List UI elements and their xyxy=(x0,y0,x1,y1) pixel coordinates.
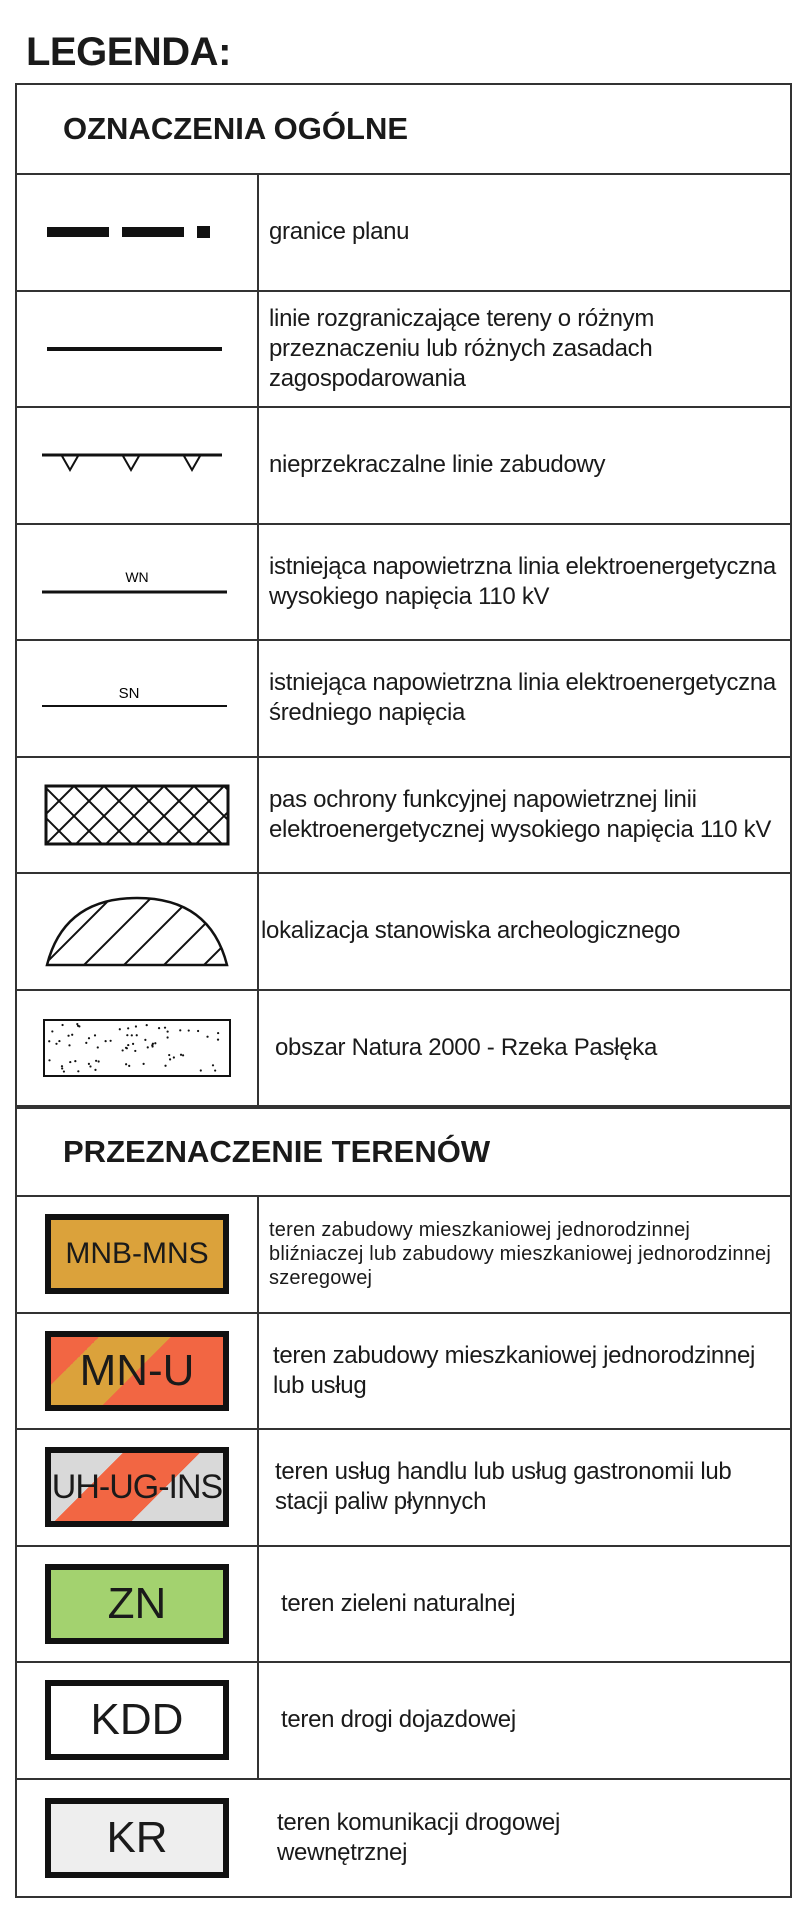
high-voltage-line-symbol xyxy=(17,525,259,640)
legend-row xyxy=(17,1780,790,1897)
dot-mark xyxy=(69,1061,71,1063)
dot-mark xyxy=(61,1067,63,1069)
dot-mark xyxy=(212,1064,214,1066)
legend-desc: istniejąca napowietrzna linia elektroenergetyczna średniego napięcia xyxy=(269,669,776,727)
zone-box-zn: ZN xyxy=(45,1564,229,1644)
legend-row xyxy=(17,1430,790,1547)
dot-mark xyxy=(119,1028,121,1030)
legend-row xyxy=(17,1663,790,1780)
dot-mark xyxy=(180,1053,182,1055)
dot-mark xyxy=(61,1065,63,1067)
dot-mark xyxy=(122,1049,124,1051)
dot-mark xyxy=(68,1044,70,1046)
dot-mark xyxy=(88,1063,90,1065)
dot-mark xyxy=(88,1037,90,1039)
dot-mark xyxy=(94,1069,96,1071)
dot-mark xyxy=(76,1023,78,1025)
legend-row xyxy=(17,1197,790,1314)
dot-mark xyxy=(164,1026,166,1028)
dot-mark xyxy=(146,1024,148,1026)
dot-mark xyxy=(125,1063,127,1065)
legend-row xyxy=(17,175,790,292)
natura-2000-symbol xyxy=(17,991,259,1106)
zone-box-kr: KR xyxy=(45,1798,229,1878)
dot-mark xyxy=(58,1040,60,1042)
dot-mark xyxy=(127,1027,129,1029)
dot-mark xyxy=(71,1033,73,1035)
sn-label: SN xyxy=(118,685,140,703)
dot-mark xyxy=(135,1025,137,1027)
dot-mark xyxy=(151,1045,153,1047)
zone-box-kdd: KDD xyxy=(45,1680,229,1760)
dot-mark xyxy=(179,1029,181,1031)
dot-mark xyxy=(173,1056,175,1058)
dot-mark xyxy=(77,1070,79,1072)
wn-label: WN xyxy=(125,568,149,585)
legend-desc: teren zabudowy mieszkaniowej jednorodzinnej lub usług xyxy=(273,1341,756,1399)
dot-mark xyxy=(67,1034,69,1036)
legend-desc: nieprzekraczalne linie zabudowy xyxy=(269,451,606,479)
zone-box-mnb-mns: MNB-MNS xyxy=(45,1214,229,1294)
dot-mark xyxy=(126,1034,128,1036)
boundary-line-symbol xyxy=(17,292,259,407)
dot-mark xyxy=(200,1069,202,1071)
dot-mark xyxy=(166,1036,168,1038)
legend-desc: istniejąca napowietrzna linia elektroenergetyczna wysokiego napięcia 110 kV xyxy=(269,552,776,610)
dot-mark xyxy=(147,1046,149,1048)
section-heading-general: OZNACZENIA OGÓLNE xyxy=(17,85,790,175)
legend-desc: teren drogi dojazdowej xyxy=(281,1706,516,1734)
dot-mark xyxy=(206,1035,208,1037)
legend-row xyxy=(17,525,790,642)
legend-row xyxy=(17,758,790,875)
dot-mark xyxy=(51,1030,53,1032)
dot-mark xyxy=(128,1065,130,1067)
dot-mark xyxy=(55,1042,57,1044)
dot-mark xyxy=(127,1044,129,1046)
legend-desc: teren zabudowy mieszkaniowej jednorodzinnej bliźniaczej lub zabudowy mieszkaniowej jednorodzinnej szeregowej xyxy=(269,1219,771,1290)
dot-mark xyxy=(74,1060,76,1062)
crosshatch-symbol xyxy=(17,758,259,873)
dot-mark xyxy=(169,1058,171,1060)
dot-mark xyxy=(48,1059,50,1061)
legend-desc: lokalizacja stanowiska archeologicznego xyxy=(261,917,681,945)
section-heading-land-use: PRZEZNACZENIE TERENÓW xyxy=(17,1107,790,1197)
legend-row xyxy=(17,408,790,525)
dot-mark xyxy=(97,1046,99,1048)
dot-mark xyxy=(164,1064,166,1066)
dot-mark xyxy=(89,1065,91,1067)
dot-mark xyxy=(85,1042,87,1044)
legend-desc: teren zieleni naturalnej xyxy=(281,1589,516,1617)
dot-mark xyxy=(144,1039,146,1041)
dot-mark xyxy=(167,1030,169,1032)
legend-row xyxy=(17,1547,790,1664)
medium-voltage-line-symbol xyxy=(17,641,259,756)
dot-mark xyxy=(158,1027,160,1029)
dot-mark xyxy=(188,1029,190,1031)
dot-mark xyxy=(131,1034,133,1036)
plan-boundary-symbol xyxy=(17,175,259,290)
dot-mark xyxy=(110,1039,112,1041)
dot-mark xyxy=(98,1060,100,1062)
dot-mark xyxy=(61,1024,63,1026)
dot-mark xyxy=(217,1038,219,1040)
dot-mark xyxy=(63,1070,65,1072)
legend-desc: granice planu xyxy=(269,218,410,246)
legend-desc: linie rozgraniczające tereny o różnym przeznaczeniu lub różnych zasadach zagospodarowania xyxy=(269,304,655,392)
legend-row xyxy=(17,1314,790,1431)
dot-mark xyxy=(105,1040,107,1042)
zone-box-uh-ug-ins: UH-UG-INS xyxy=(45,1447,229,1527)
legend-title: LEGENDA: xyxy=(26,30,231,74)
dot-mark xyxy=(197,1030,199,1032)
dot-mark xyxy=(168,1054,170,1056)
dot-mark xyxy=(48,1040,50,1042)
zone-box-mn-u: MN-U xyxy=(45,1331,229,1411)
dot-mark xyxy=(94,1034,96,1036)
dot-mark xyxy=(154,1042,156,1044)
dot-mark xyxy=(182,1054,184,1056)
legend-table xyxy=(15,83,792,1898)
building-line-symbol xyxy=(17,408,259,523)
legend-desc: obszar Natura 2000 - Rzeka Pasłęka xyxy=(275,1033,658,1061)
legend-desc: pas ochrony funkcyjnej napowietrznej linii elektroenergetycznej wysokiego napięcia 110 kV xyxy=(269,785,772,843)
dot-mark xyxy=(217,1032,219,1034)
archaeological-site-symbol xyxy=(17,874,259,989)
legend-row xyxy=(17,641,790,758)
dot-mark xyxy=(214,1069,216,1071)
legend-row xyxy=(17,292,790,409)
dot-mark xyxy=(143,1063,145,1065)
legend-desc: teren usług handlu lub usług gastronomii lub stacji paliw płynnych xyxy=(275,1458,732,1516)
legend-desc: teren komunikacji drogowej wewnętrznej xyxy=(277,1808,561,1866)
dot-mark xyxy=(136,1034,138,1036)
dot-mark xyxy=(95,1059,97,1061)
dot-mark xyxy=(134,1050,136,1052)
legend-row xyxy=(17,874,790,991)
dot-mark xyxy=(132,1043,134,1045)
dot-mark xyxy=(125,1046,127,1048)
legend-row xyxy=(17,991,790,1108)
